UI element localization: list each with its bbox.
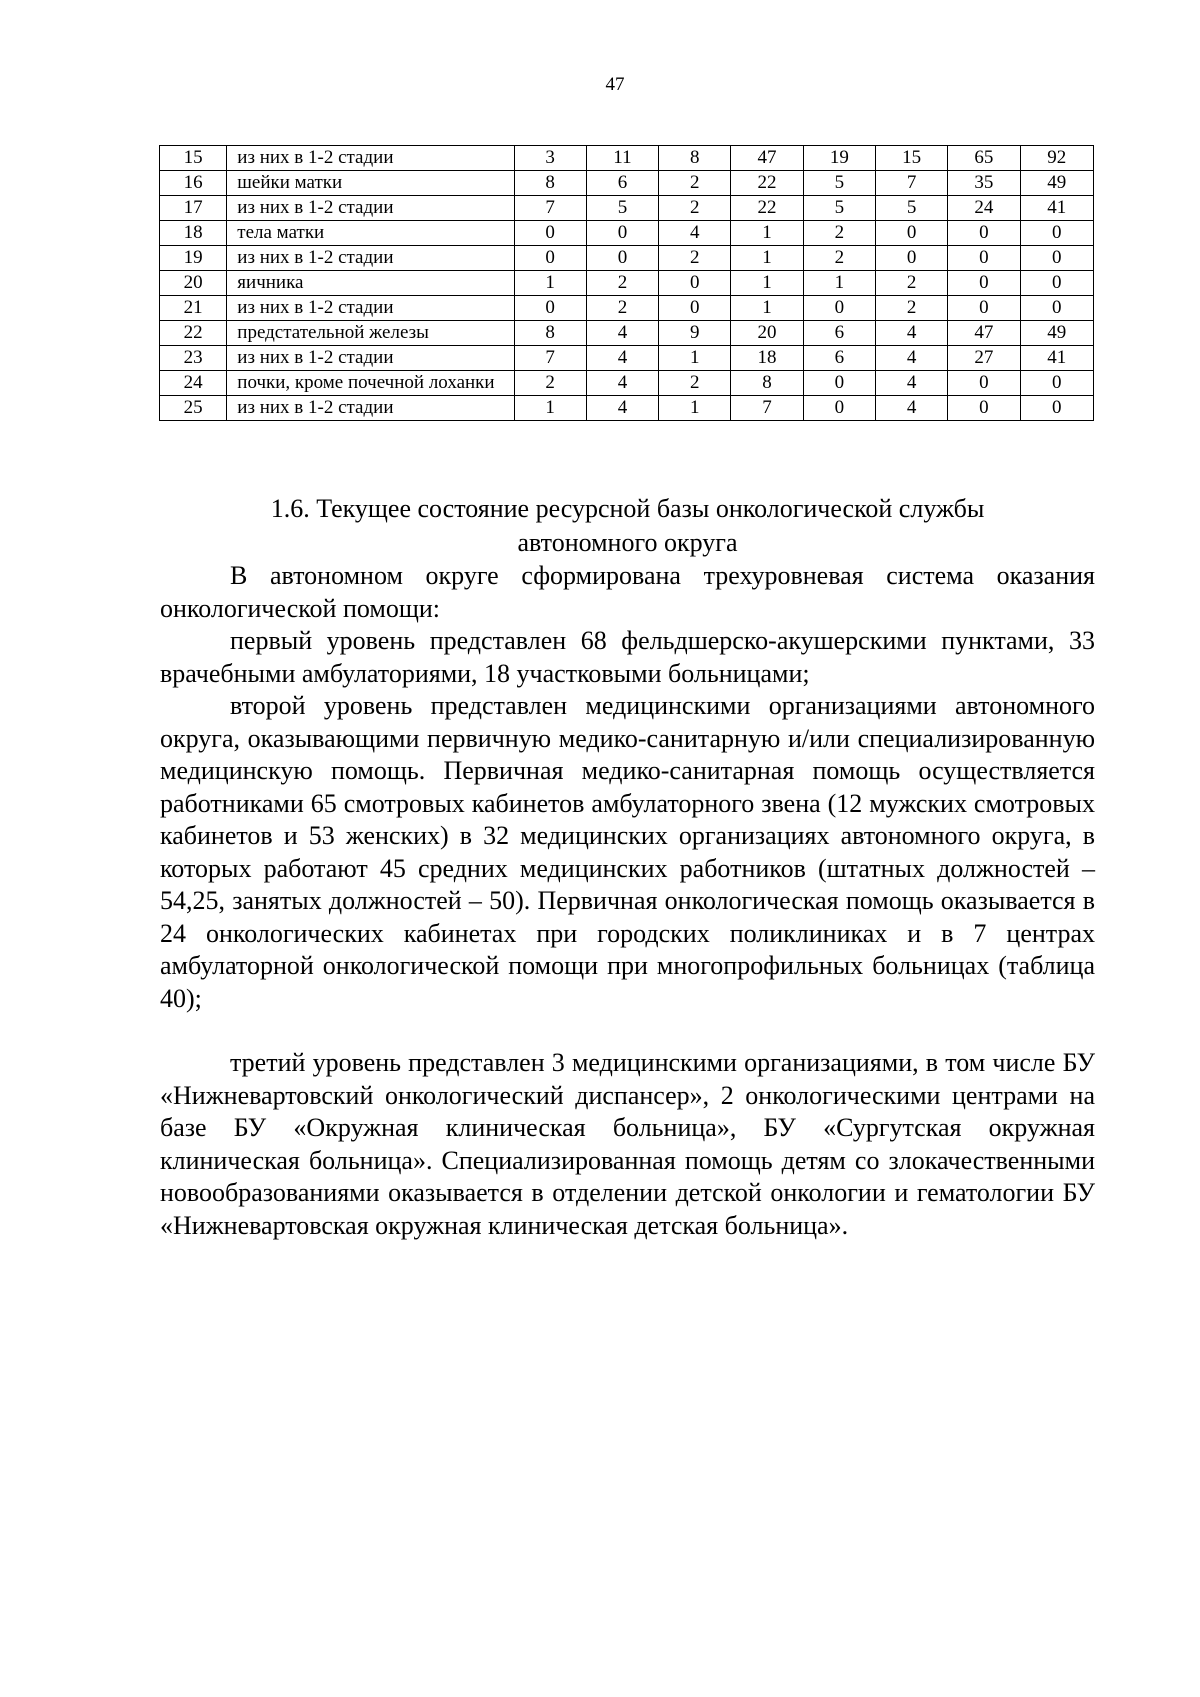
value-cell: 35 [948,171,1020,196]
section-heading-line-2: автономного округа [517,528,738,557]
value-cell: 2 [803,221,875,246]
value-cell: 0 [1020,246,1093,271]
value-cell: 49 [1020,171,1093,196]
value-cell: 15 [875,146,947,171]
value-cell: 3 [514,146,586,171]
value-cell: 1 [731,296,803,321]
value-cell: 27 [948,346,1020,371]
table-row [160,296,1094,321]
value-cell: 1 [731,246,803,271]
value-cell: 6 [586,171,658,196]
value-cell: 24 [948,196,1020,221]
section-heading-line-1: 1.6. Текущее состояние ресурсной базы онкологической службы [270,494,985,523]
value-cell: 47 [731,146,803,171]
row-label-cell: тела матки [227,221,514,246]
value-cell: 2 [659,371,731,396]
value-cell: 0 [948,396,1020,421]
value-cell: 0 [948,296,1020,321]
value-cell: 4 [875,321,947,346]
value-cell: 49 [1020,321,1093,346]
value-cell: 0 [1020,271,1093,296]
value-cell: 0 [586,221,658,246]
value-cell: 0 [659,296,731,321]
value-cell: 6 [803,321,875,346]
value-cell: 92 [1020,146,1093,171]
value-cell: 0 [875,221,947,246]
row-label-cell: из них в 1-2 стадии [227,296,514,321]
value-cell: 4 [875,371,947,396]
value-cell: 8 [514,171,586,196]
row-label-cell: из них в 1-2 стадии [227,196,514,221]
paragraph-third-level: третий уровень представлен 3 медицинскими организациями, в том числе БУ «Нижневартовский онкологический диспансер», 2 онкологическими центрами на базе БУ «Окружная клиническая больница», БУ «Сургутская окружная клиническая больница». Специализированная помощь детям со злокачественными новообразованиями оказывается в отделении детской онкологии и гематологии БУ «Нижневартовская окружная клиническая детская больница». [160,1048,1095,1240]
value-cell: 1 [803,271,875,296]
value-cell: 9 [659,321,731,346]
value-cell: 5 [803,171,875,196]
value-cell: 4 [659,221,731,246]
paragraph-second-level: второй уровень представлен медицинскими организациями автономного округа, оказывающими первичную медико-санитарную и/или специализированную медицинскую помощь. Первичная медико-санитарная помощь осуществляется работниками 65 смотровых кабинетов амбулаторного звена (12 мужских смотровых кабинетов и 53 женских) в 32 медицинских организациях автономного округа, в которых работают 45 средних медицинских работников (штатных должностей – 54,25, занятых должностей – 50). Первичная онкологическая помощь оказывается в 24 онкологических кабинетах при городских поликлиниках и в 7 центрах амбулаторной онкологической помощи при многопрофильных больницах (таблица 40); [160,691,1095,1013]
value-cell: 0 [803,396,875,421]
value-cell: 4 [875,346,947,371]
value-cell: 0 [875,246,947,271]
value-cell: 8 [731,371,803,396]
row-label-cell: предстательной железы [227,321,514,346]
value-cell: 1 [514,271,586,296]
value-cell: 7 [875,171,947,196]
value-cell: 5 [803,196,875,221]
value-cell: 5 [586,196,658,221]
row-label-cell: из них в 1-2 стадии [227,246,514,271]
value-cell: 20 [731,321,803,346]
value-cell: 0 [659,271,731,296]
row-label-cell: из них в 1-2 стадии [227,396,514,421]
row-number-cell: 21 [160,296,227,321]
row-label-cell: шейки матки [227,171,514,196]
value-cell: 11 [586,146,658,171]
value-cell: 8 [659,146,731,171]
value-cell: 0 [948,371,1020,396]
page-number: 47 [605,74,625,95]
value-cell: 22 [731,171,803,196]
row-label-cell: почки, кроме почечной лоханки [227,371,514,396]
table-row [160,346,1094,371]
value-cell: 4 [586,371,658,396]
value-cell: 4 [586,396,658,421]
table-row [160,221,1094,246]
table-row [160,371,1094,396]
row-number-cell: 17 [160,196,227,221]
value-cell: 2 [875,271,947,296]
paragraph-first-level: первый уровень представлен 68 фельдшерско-акушерскими пунктами, 33 врачебными амбулаториями, 18 участковыми больницами; [160,626,1095,688]
section-heading [160,492,1095,560]
value-cell: 1 [514,396,586,421]
statistics-table [159,145,1094,421]
row-number-cell: 25 [160,396,227,421]
paragraph-intro: В автономном округе сформирована трехуровневая система оказания онкологической помощи: [160,561,1095,623]
table-row [160,246,1094,271]
table-row [160,321,1094,346]
table-row [160,146,1094,171]
value-cell: 8 [514,321,586,346]
value-cell: 0 [1020,396,1093,421]
value-cell: 0 [1020,221,1093,246]
row-number-cell: 18 [160,221,227,246]
value-cell: 41 [1020,196,1093,221]
row-number-cell: 19 [160,246,227,271]
value-cell: 0 [1020,371,1093,396]
value-cell: 0 [948,271,1020,296]
value-cell: 41 [1020,346,1093,371]
value-cell: 19 [803,146,875,171]
value-cell: 1 [731,271,803,296]
row-label-cell: из них в 1-2 стадии [227,146,514,171]
value-cell: 2 [659,196,731,221]
table-body [160,146,1094,421]
table-row [160,396,1094,421]
value-cell: 18 [731,346,803,371]
value-cell: 7 [514,346,586,371]
value-cell: 0 [514,221,586,246]
value-cell: 0 [803,371,875,396]
value-cell: 4 [586,321,658,346]
value-cell: 6 [803,346,875,371]
row-number-cell: 16 [160,171,227,196]
value-cell: 1 [659,346,731,371]
value-cell: 2 [659,246,731,271]
row-label-cell: яичника [227,271,514,296]
value-cell: 65 [948,146,1020,171]
value-cell: 2 [586,296,658,321]
table-row [160,196,1094,221]
row-number-cell: 24 [160,371,227,396]
value-cell: 0 [514,296,586,321]
value-cell: 2 [803,246,875,271]
row-number-cell: 20 [160,271,227,296]
value-cell: 47 [948,321,1020,346]
value-cell: 2 [514,371,586,396]
value-cell: 0 [948,246,1020,271]
value-cell: 2 [659,171,731,196]
row-number-cell: 15 [160,146,227,171]
value-cell: 4 [586,346,658,371]
value-cell: 0 [586,246,658,271]
row-number-cell: 22 [160,321,227,346]
row-label-cell: из них в 1-2 стадии [227,346,514,371]
value-cell: 0 [948,221,1020,246]
value-cell: 0 [803,296,875,321]
value-cell: 1 [659,396,731,421]
value-cell: 2 [586,271,658,296]
value-cell: 7 [731,396,803,421]
value-cell: 0 [1020,296,1093,321]
value-cell: 7 [514,196,586,221]
value-cell: 1 [731,221,803,246]
row-number-cell: 23 [160,346,227,371]
value-cell: 2 [875,296,947,321]
table-row [160,171,1094,196]
value-cell: 5 [875,196,947,221]
value-cell: 0 [514,246,586,271]
table-row [160,271,1094,296]
value-cell: 22 [731,196,803,221]
value-cell: 4 [875,396,947,421]
